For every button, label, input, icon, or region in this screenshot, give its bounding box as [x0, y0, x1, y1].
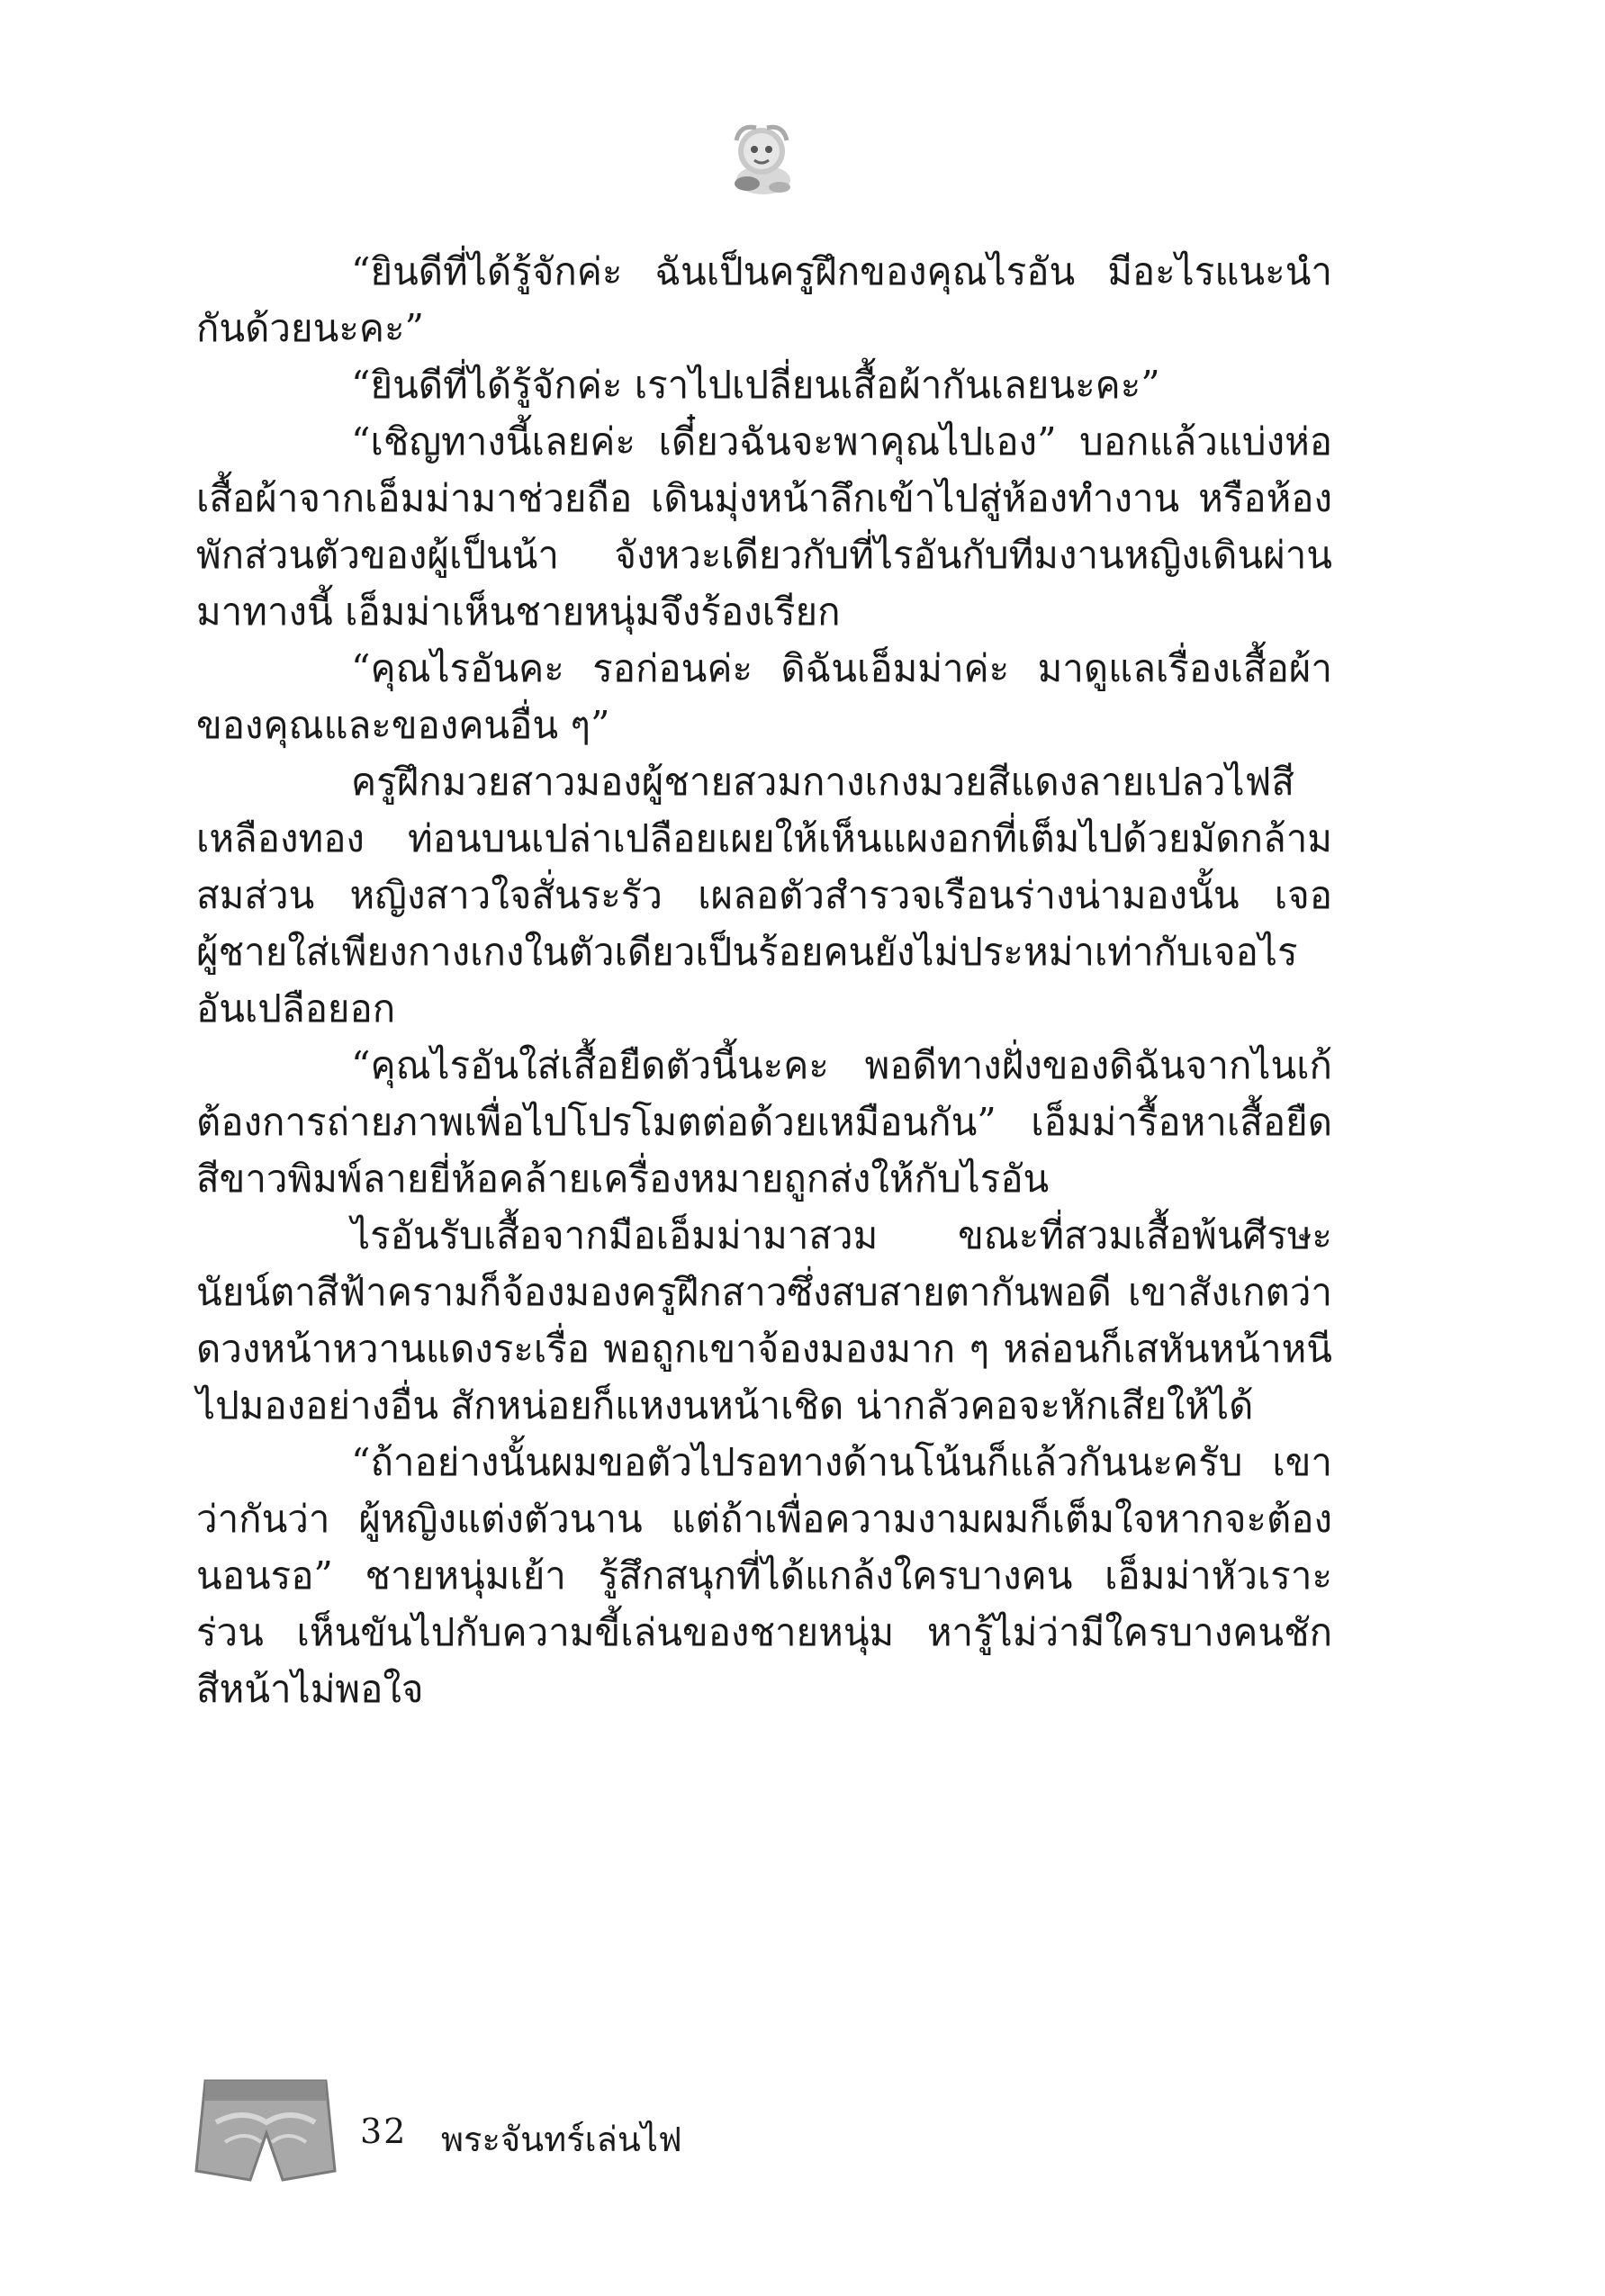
- page-footer: [189, 2070, 1179, 2187]
- paragraph: “ถ้าอย่างนั้นผมขอตัวไปรอทางด้านโน้นก็แล้วกันนะครับ เขาว่ากันว่า ผู้หญิงแต่งตัวนาน แต่ถ้าเพื่อความงามผมก็เต็มใจหากจะต้องนอนรอ” ชายหนุ่มเย้า รู้สึกสนุกที่ได้แกล้งใครบางคน เอ็มม่าหัวเราะร่วน เห็นขันไปกับความขี้เล่นของชายหนุ่ม หารู้ไม่ว่ามีใครบางคนชักสีหน้าไม่พอใจ: [196, 1440, 1332, 1711]
- cartoon-character-icon: [720, 115, 807, 202]
- paragraph: ไรอันรับเสื้อจากมือเอ็มม่ามาสวม ขณะที่สวมเสื้อพ้นศีรษะนัยน์ตาสีฟ้าครามก็จ้องมองครูฝึกสาวซึ่งสบสายตากันพอดี เขาสังเกตว่าดวงหน้าหวานแดงระเรื่อ พอถูกเขาจ้องมองมาก ๆ หล่อนก็เสหันหน้าหนีไปมองอย่างอื่น สักหน่อยก็แหงนหน้าเชิด น่ากลัวคอจะหักเสียให้ได้: [196, 1213, 1332, 1427]
- paragraph: “คุณไรอันคะ รอก่อนค่ะ ดิฉันเอ็มม่าค่ะ มาดูแลเรื่องเสื้อผ้าของคุณและของคนอื่น ๆ”: [196, 646, 1332, 747]
- boxing-shorts-icon: [189, 2070, 342, 2187]
- paragraph: “เชิญทางนี้เลยค่ะ เดี๋ยวฉันจะพาคุณไปเอง” บอกแล้วแบ่งห่อเสื้อผ้าจากเอ็มม่ามาช่วยถือ เดินมุ่งหน้าลึกเข้าไปสู่ห้องทำงาน หรือห้องพักส่วนตัวของผู้เป็นน้า จังหวะเดียวกับที่ไรอันกับทีมงานหญิงเดินผ่านมาทางนี้ เอ็มม่าเห็นชายหนุ่มจึงร้องเรียก: [196, 419, 1332, 634]
- paragraph: “ยินดีที่ได้รู้จักค่ะ ฉันเป็นครูฝึกของคุณไรอัน มีอะไรแนะนำกันด้วยนะคะ”: [196, 249, 1332, 350]
- paragraph: “ยินดีที่ได้รู้จักค่ะ เราไปเปลี่ยนเสื้อผ้ากันเลยนะคะ”: [351, 363, 1160, 407]
- paragraph: “คุณไรอันใส่เสื้อยืดตัวนี้นะคะ พอดีทางฝั่งของดิฉันจากไนเก้ต้องการถ่ายภาพเพื่อไปโปรโมตต่อด้วยเหมือนกัน” เอ็มม่ารื้อหาเสื้อยืดสีขาวพิมพ์ลายยี่ห้อคล้ายเครื่องหมายถูกส่งให้กับไรอัน: [196, 1043, 1332, 1201]
- paragraph: ครูฝึกมวยสาวมองผู้ชายสวมกางเกงมวยสีแดงลายเปลวไฟสีเหลืองทอง ท่อนบนเปล่าเปลือยเผยให้เห็นแผงอกที่เต็มไปด้วยมัดกล้ามสมส่วน หญิงสาวใจสั่นระรัว เผลอตัวสำรวจเรือนร่างน่ามองนั้น เจอผู้ชายใส่เพียงกางเกงในตัวเดียวเป็นร้อยคนยังไม่ประหม่าเท่ากับเจอไรอันเปลือยอก: [196, 760, 1332, 1031]
- page-number: 32: [360, 2111, 408, 2151]
- body-text: [196, 243, 1332, 1717]
- book-title: พระจันทร์เล่นไฟ: [441, 2120, 682, 2159]
